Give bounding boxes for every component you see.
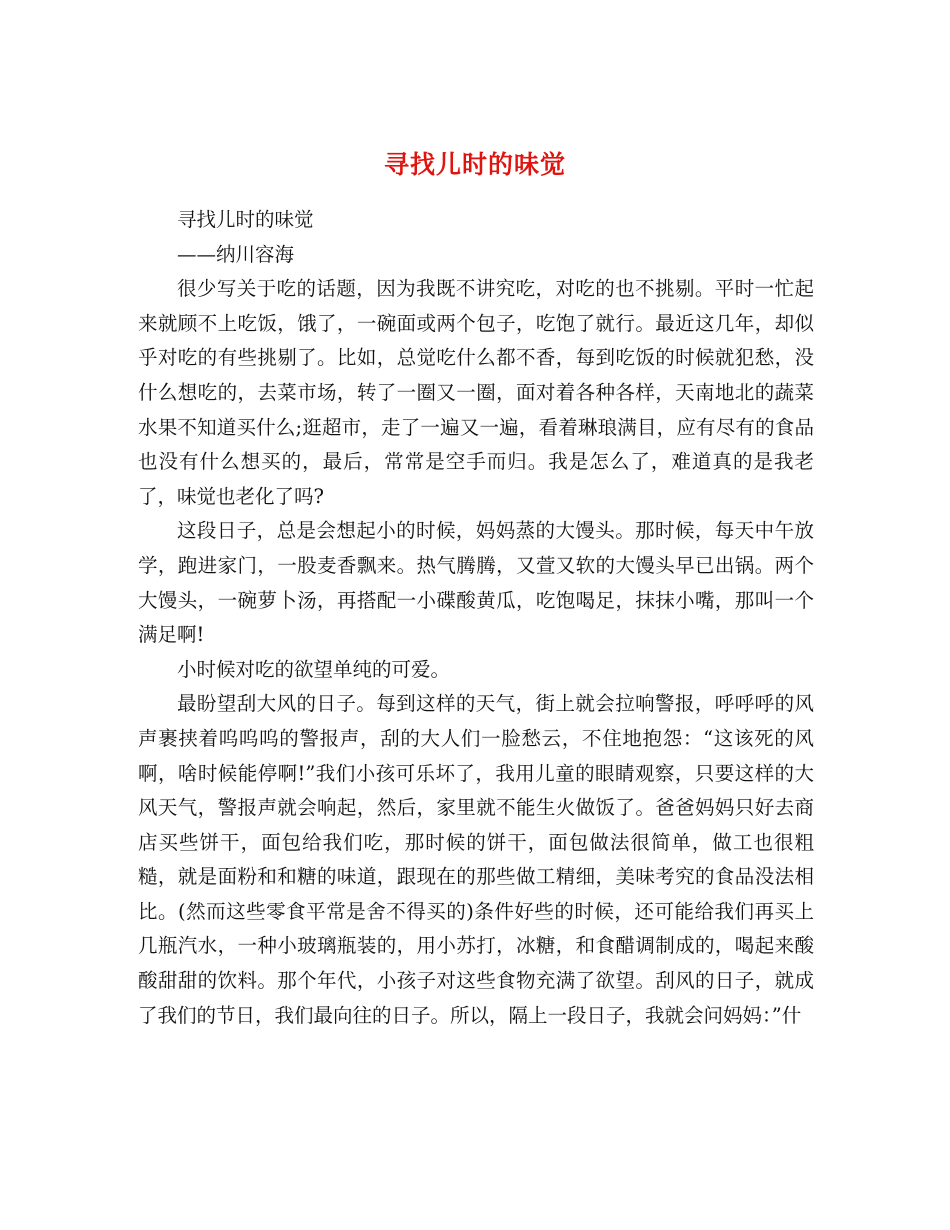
paragraph: 小时候对吃的欲望单纯的可爱。 (177, 657, 451, 681)
paragraph: 这段日子，总是会想起小的时候，妈妈蒸的大馒头。那时候，每天中午放学，跑进家门，一股麦香飘来。热气腾腾，又萱又软的大馒头早已出锅。两个大馒头，一碗萝卜汤，再搭配一小碟酸黄瓜，吃饱喝足，抹抹小嘴，那叫一个满足啊! (138, 519, 814, 647)
paragraph-author: ——纳川容海 (177, 242, 295, 266)
paragraph-subtitle: 寻找儿时的味觉 (177, 208, 314, 231)
paragraph: 最盼望刮大风的日子。每到这样的天气，街上就会拉响警报，呼呼呼的风声裹挟着呜呜呜的警报声，刮的大人们一脸愁云，不住地抱怨：“这该死的风啊，啥时候能停啊!”我们小孩可乐坏了，我用儿童的眼睛观察，只要这样的大风天气，警报声就会响起，然后，家里就不能生火做饭了。爸爸妈妈只好去商店买些饼干，面包给我们吃，那时候的饼干，面包做法很简单，做工也很粗糙，就是面粉和和糖的味道，跟现在的那些做工精细，美味考究的食品没法相比。(然而这些零食平常是舍不得买的)条件好些的时候，还可能给我们再买上几瓶汽水，一种小玻璃瓶装的，用小苏打，冰糖，和食醋调制成的，喝起来酸酸甜甜的饮料。那个年代，小孩子对这些食物充满了欲望。刮风的日子，就成了我们的节日，我们最向往的日子。所以，隔上一段日子，我就会问妈妈：”什 (138, 692, 814, 1027)
paragraph: 很少写关于吃的话题，因为我既不讲究吃，对吃的也不挑剔。平时一忙起来就顾不上吃饭，饿了，一碗面或两个包子，吃饱了就行。最近这几年，却似乎对吃的有些挑剔了。比如，总觉吃什么都不香，每到吃饭的时候就犯愁，没什么想吃的，去菜市场，转了一圈又一圈，面对着各种各样，天南地北的蔬菜水果不知道买什么;逛超市，走了一遍又一遍，看着琳琅满目，应有尽有的食品也没有什么想买的，最后，常常是空手而归。我是怎么了，难道真的是我老了，味觉也老化了吗? (138, 277, 814, 508)
document-body (138, 203, 814, 1033)
document-title: 寻找儿时的味觉 (383, 149, 566, 179)
